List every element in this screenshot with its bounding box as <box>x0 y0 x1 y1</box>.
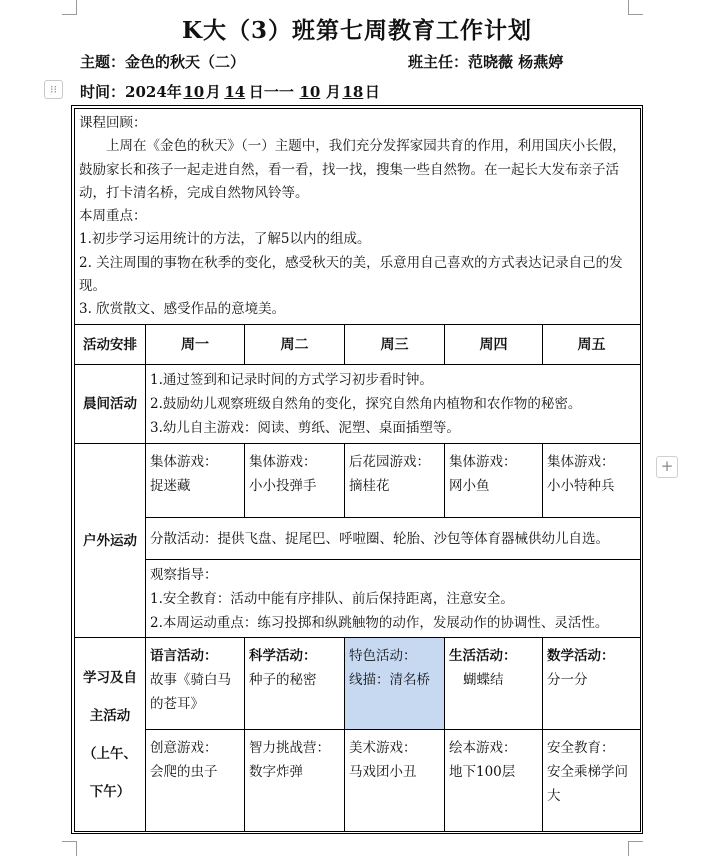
month-unit: 月 <box>325 83 341 101</box>
learning-label-line: （上午、 <box>83 745 137 762</box>
end-day: 18 <box>342 83 364 101</box>
day-header-wednesday: 周三 <box>345 325 445 365</box>
activity-name: 线描：清名桥 <box>349 672 430 688</box>
activity-type: 绘本游戏： <box>449 740 517 756</box>
review-heading: 课程回顾： <box>79 115 147 131</box>
activity-type: 数学活动： <box>547 648 615 664</box>
language-activity <box>146 638 245 730</box>
activity-type: 特色活动： <box>349 648 417 664</box>
game-name: 摘桂花 <box>349 478 390 494</box>
life-activity <box>445 638 543 730</box>
focus-item: 3. 欣赏散文、感受作品的意境美。 <box>79 301 286 318</box>
outdoor-game <box>445 444 543 518</box>
focus-item: 2. 关注周围的事物在秋季的变化，感受秋天的美，乐意用自己喜欢的方式表达记录自己的发现。 <box>79 254 623 295</box>
day-header-friday: 周五 <box>543 325 641 365</box>
day-unit: 日 <box>248 83 264 101</box>
plan-table <box>74 108 641 832</box>
review-cell <box>75 109 641 325</box>
game-name: 小小特种兵 <box>547 478 615 494</box>
year-unit: 年 <box>166 83 182 101</box>
learning-label <box>75 638 146 832</box>
activity-name: 马戏团小丑 <box>349 764 417 780</box>
learning-label-line: 学习及自 <box>83 669 137 686</box>
page-corner-mark <box>628 841 643 856</box>
picturebook-game <box>445 730 543 832</box>
day-header-thursday: 周四 <box>445 325 543 365</box>
morning-row <box>75 365 641 444</box>
day-header-monday: 周一 <box>146 325 245 365</box>
game-type: 集体游戏： <box>249 454 317 470</box>
activity-type: 生活活动： <box>449 648 517 664</box>
start-day: 14 <box>224 83 246 101</box>
activity-type: 智力挑战营： <box>249 740 330 756</box>
add-icon[interactable]: + <box>656 456 678 478</box>
outdoor-games-row <box>75 444 641 518</box>
end-month: 10 <box>299 83 321 101</box>
outdoor-label: 户外运动 <box>75 444 146 638</box>
safety-education <box>543 730 641 832</box>
game-name: 捉迷藏 <box>150 478 191 494</box>
activity-name: 蝴蝶结 <box>463 672 504 688</box>
game-name: 网小鱼 <box>449 478 490 494</box>
review-text: 上周在《金色的秋天》（一）主题中，我们充分发挥家园共育的作用，利用国庆小长假，鼓励家长和孩子一起走进自然，看一看，找一找，搜集一些自然物。在一起长大发布亲子活动，打卡清名桥，完成自然物风铃等。 <box>79 138 626 201</box>
math-activity <box>543 638 641 730</box>
outdoor-game <box>245 444 345 518</box>
activity-name: 数字炸弹 <box>249 764 303 780</box>
schedule-header-row <box>75 325 641 365</box>
activity-name: 地下100层 <box>449 764 516 780</box>
theme-line: 主题：金色的秋天（二） <box>80 53 246 71</box>
game-type: 集体游戏： <box>547 454 615 470</box>
move-handle-icon[interactable]: ⁝⁝ <box>44 80 63 99</box>
date-year: 2024 <box>125 83 167 101</box>
outdoor-game <box>345 444 445 518</box>
day-unit: 日 <box>364 83 380 101</box>
activity-name: 会爬的虫子 <box>150 764 218 780</box>
activity-type: 语言活动： <box>150 648 218 664</box>
morning-item: 3.幼儿自主游戏：阅读、剪纸、泥塑、桌面插塑等。 <box>150 420 460 436</box>
date-separator: 一一 <box>263 83 294 101</box>
start-month: 10 <box>183 83 205 101</box>
guidance-item: 1.安全教育：活动中能有序排队、前后保持距离，注意安全。 <box>150 590 514 607</box>
outdoor-guidance-row <box>75 560 641 638</box>
outdoor-game <box>146 444 245 518</box>
schedule-label: 活动安排 <box>75 325 146 365</box>
morning-item: 2.鼓励幼儿观察班级自然角的变化，探究自然角内植物和农作物的秘密。 <box>150 396 582 412</box>
morning-label: 晨间活动 <box>75 365 146 444</box>
creative-game <box>146 730 245 832</box>
activity-type: 美术游戏： <box>349 740 417 756</box>
challenge-game <box>245 730 345 832</box>
activity-name: 安全乘梯学问大 <box>547 764 628 804</box>
page-corner-mark <box>62 841 77 856</box>
activity-type: 科学活动： <box>249 648 317 664</box>
guidance-cell <box>146 560 641 638</box>
learning-row-2 <box>75 730 641 832</box>
guidance-item: 2.本周运动重点：练习投掷和纵跳触物的动作，发展动作的协调性、灵活性。 <box>150 614 609 631</box>
free-activity: 分散活动：提供飞盘、捉尾巴、呼啦圈、轮胎、沙包等体育器械供幼儿自选。 <box>146 518 641 560</box>
game-type: 集体游戏： <box>449 454 517 470</box>
morning-cell <box>146 365 641 444</box>
learning-label-line: 下午） <box>89 783 131 800</box>
activity-type: 安全教育： <box>547 740 615 756</box>
month-unit: 月 <box>205 83 221 101</box>
learning-label-line: 主活动 <box>89 707 131 724</box>
learning-row-1 <box>75 638 641 730</box>
morning-item: 1.通过签到和记录时间的方式学习初步看时钟。 <box>150 372 433 388</box>
focus-item: 1.初步学习运用统计的方法，了解5以内的组成。 <box>79 231 371 248</box>
date-line <box>80 81 380 102</box>
science-activity <box>245 638 345 730</box>
review-row <box>75 109 641 325</box>
day-header-tuesday: 周二 <box>245 325 345 365</box>
teacher-line: 班主任：范晓薇 杨燕婷 <box>408 53 564 71</box>
activity-name: 种子的秘密 <box>249 672 317 688</box>
date-label: 时间： <box>80 83 126 101</box>
activity-name: 故事《骑白马的苍耳》 <box>150 672 231 712</box>
game-type: 后花园游戏： <box>349 454 430 470</box>
document-title: K大（3）班第七周教育工作计划 <box>182 17 532 44</box>
special-activity <box>345 638 445 730</box>
game-type: 集体游戏： <box>150 454 218 470</box>
outdoor-game <box>543 444 641 518</box>
outdoor-free-row <box>75 518 641 560</box>
activity-name: 分一分 <box>547 672 588 688</box>
activity-type: 创意游戏： <box>150 740 218 756</box>
focus-heading: 本周重点： <box>79 208 147 225</box>
game-name: 小小投弹手 <box>249 478 317 494</box>
art-game <box>345 730 445 832</box>
plan-table-frame <box>71 105 643 834</box>
guidance-heading: 观察指导： <box>150 566 218 583</box>
